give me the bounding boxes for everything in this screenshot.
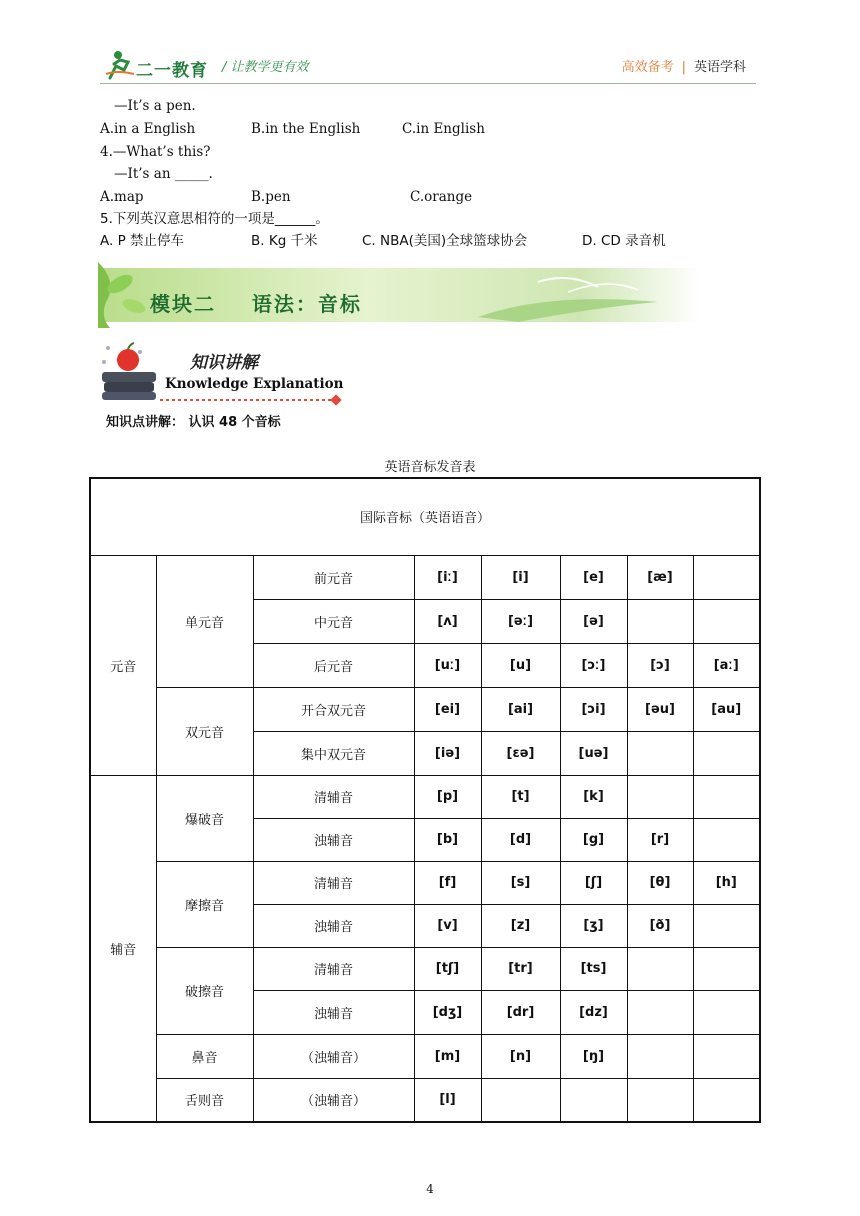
header-accent-text: 高效备考	[621, 60, 674, 75]
ipa-symbol: [dr]	[481, 990, 560, 1034]
module-title: 模块二 语法：音标	[150, 292, 362, 316]
table-row	[90, 1034, 760, 1078]
ipa-symbol: [ʌ]	[414, 599, 481, 643]
vowel-label: 元音	[90, 555, 156, 775]
q5-option-a: A. P 禁止停车	[100, 233, 185, 249]
table-caption: 英语音标发音表	[384, 460, 476, 475]
ipa-symbol: [g]	[560, 818, 627, 861]
ipa-symbol: [ɔː]	[560, 643, 627, 687]
ipa-symbol: [ð]	[627, 904, 693, 947]
logo-text: 二一教育	[136, 61, 208, 81]
ipa-symbol: [uː]	[414, 643, 481, 687]
lateral-label: 舌则音	[156, 1078, 253, 1122]
page-number: 4	[426, 1182, 434, 1196]
header-separator: |	[681, 60, 686, 75]
ipa-symbol: [v]	[414, 904, 481, 947]
page-header	[104, 48, 754, 82]
row-label: 清辅音	[253, 947, 414, 990]
header-divider	[100, 83, 756, 84]
nasal-label: 鼻音	[156, 1034, 253, 1078]
ipa-symbol: [p]	[414, 775, 481, 818]
row-label: （浊辅音）	[253, 1078, 414, 1122]
ipa-symbol: [h]	[693, 861, 760, 904]
ipa-symbol: [i]	[481, 555, 560, 599]
row-label: 清辅音	[253, 861, 414, 904]
consonant-label: 辅音	[90, 775, 156, 1122]
ipa-symbol: [ei]	[414, 687, 481, 731]
ipa-symbol	[693, 555, 760, 599]
table-header: 国际音标（英语语音）	[90, 478, 760, 555]
ipa-symbol: [tʃ]	[414, 947, 481, 990]
row-label: 前元音	[253, 555, 414, 599]
row-label: 浊辅音	[253, 990, 414, 1034]
q3-option-a: A.in a English	[100, 121, 196, 137]
ipa-symbol: [s]	[481, 861, 560, 904]
ipa-symbol: [ə]	[560, 599, 627, 643]
ipa-symbol: [ɛə]	[481, 731, 560, 775]
ipa-symbol: [dz]	[560, 990, 627, 1034]
ipa-table	[89, 477, 761, 1123]
table-row	[90, 861, 760, 904]
ipa-symbol	[627, 1078, 693, 1122]
ipa-symbol: [z]	[481, 904, 560, 947]
ipa-symbol: [ts]	[560, 947, 627, 990]
ipa-symbol: [æ]	[627, 555, 693, 599]
ipa-symbol: [d]	[481, 818, 560, 861]
row-label: 集中双元音	[253, 731, 414, 775]
ipa-symbol: [uə]	[560, 731, 627, 775]
q3-option-b: B.in the English	[251, 121, 361, 137]
table-row	[90, 947, 760, 990]
ipa-symbol: [ʃ]	[560, 861, 627, 904]
diphthong-label: 双元音	[156, 687, 253, 775]
row-label: （浊辅音）	[253, 1034, 414, 1078]
row-label: 后元音	[253, 643, 414, 687]
q3-option-c: C.in English	[402, 121, 485, 137]
plosive-label: 爆破音	[156, 775, 253, 861]
ipa-symbol	[693, 990, 760, 1034]
q5-stem: 5.下列英汉意思相符的一项是______。	[100, 211, 329, 227]
ipa-symbol: [ʒ]	[560, 904, 627, 947]
table-row	[90, 1078, 760, 1122]
ipa-symbol: [r]	[627, 818, 693, 861]
ipa-symbol: [aː]	[693, 643, 760, 687]
ipa-symbol: [f]	[414, 861, 481, 904]
ipa-symbol: [tr]	[481, 947, 560, 990]
knowledge-title-zh: 知识讲解	[190, 353, 258, 373]
ipa-symbol	[693, 1078, 760, 1122]
ipa-symbol: [u]	[481, 643, 560, 687]
row-label: 清辅音	[253, 775, 414, 818]
row-label: 中元音	[253, 599, 414, 643]
ipa-symbol	[693, 1034, 760, 1078]
row-label: 浊辅音	[253, 904, 414, 947]
table-row	[90, 687, 760, 731]
ipa-symbol: [ŋ]	[560, 1034, 627, 1078]
q5-option-d: D. CD 录音机	[582, 233, 666, 249]
q5-option-c: C. NBA(美国)全球篮球协会	[362, 233, 528, 249]
ipa-symbol	[627, 775, 693, 818]
ipa-symbol	[627, 599, 693, 643]
header-right	[622, 56, 746, 75]
ipa-symbol: [n]	[481, 1034, 560, 1078]
ipa-symbol: [b]	[414, 818, 481, 861]
q4-stem: 4.—What’s this?	[100, 144, 211, 160]
table-row	[90, 775, 760, 818]
q5-option-b: B. Kg 千米	[251, 233, 318, 249]
ipa-symbol	[693, 818, 760, 861]
monophthong-label: 单元音	[156, 555, 253, 687]
slogan: / 让教学更有效	[222, 60, 309, 75]
ipa-symbol: [θ]	[627, 861, 693, 904]
ipa-symbol: [iə]	[414, 731, 481, 775]
ipa-symbol	[693, 775, 760, 818]
ipa-symbol	[627, 731, 693, 775]
ipa-symbol	[627, 1034, 693, 1078]
knowledge-title-en: Knowledge Explanation	[165, 376, 344, 392]
row-label: 开合双元音	[253, 687, 414, 731]
ipa-symbol	[627, 990, 693, 1034]
ipa-symbol: [l]	[414, 1078, 481, 1122]
table-row	[90, 555, 760, 599]
ipa-symbol: [e]	[560, 555, 627, 599]
q4-answer-line: —It’s an _____.	[114, 166, 213, 182]
ipa-symbol: [k]	[560, 775, 627, 818]
ipa-symbol: [əː]	[481, 599, 560, 643]
ipa-symbol	[481, 1078, 560, 1122]
ipa-symbol: [au]	[693, 687, 760, 731]
ipa-symbol	[693, 599, 760, 643]
ipa-symbol	[693, 731, 760, 775]
affricate-label: 破擦音	[156, 947, 253, 1034]
ipa-symbol: [t]	[481, 775, 560, 818]
ipa-symbol: [m]	[414, 1034, 481, 1078]
ipa-symbol	[693, 904, 760, 947]
header-subject: 英语学科	[693, 60, 746, 75]
ipa-symbol: [ɔi]	[560, 687, 627, 731]
ipa-symbol: [əu]	[627, 687, 693, 731]
ipa-symbol: [ɔ]	[627, 643, 693, 687]
row-label: 浊辅音	[253, 818, 414, 861]
q4-option-a: A.map	[100, 189, 144, 205]
q4-option-c: C.orange	[410, 189, 473, 205]
q4-option-b: B.pen	[251, 189, 291, 205]
ipa-symbol: [iː]	[414, 555, 481, 599]
ipa-symbol: [dʒ]	[414, 990, 481, 1034]
fricative-label: 摩擦音	[156, 861, 253, 947]
knowledge-point: 知识点讲解： 认识 48 个音标	[106, 415, 281, 430]
q3-answer-line: —It’s a pen.	[114, 98, 196, 114]
ipa-symbol	[693, 947, 760, 990]
ipa-symbol	[627, 947, 693, 990]
ipa-symbol	[560, 1078, 627, 1122]
ipa-symbol: [ai]	[481, 687, 560, 731]
